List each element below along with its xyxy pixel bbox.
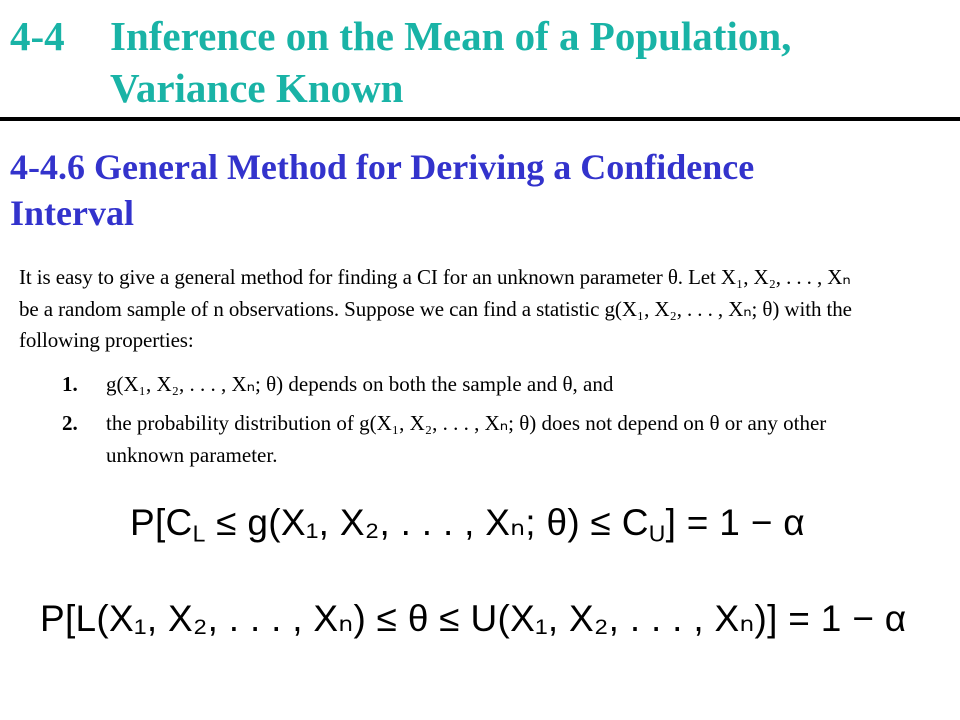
- property-item-1: [62, 369, 957, 401]
- section-heading-line-2: Interval: [10, 193, 134, 233]
- property-text: g(X₁, X₂, . . . , Xₙ; θ) depends on both the sample and θ, and: [106, 372, 614, 396]
- section-heading-line-1: 4-4.6 General Method for Deriving a Confidence: [10, 147, 755, 187]
- slide-title: [110, 10, 791, 114]
- slide-title-number: 4-4: [10, 13, 65, 59]
- intro-line-1: It is easy to give a general method for finding a CI for an unknown parameter θ. Let X₁, X₂, . . . , Xₙ: [19, 265, 851, 289]
- intro-paragraph: [19, 262, 957, 357]
- slide-title-line-1: Inference on the Mean of a Population,: [110, 13, 792, 59]
- title-divider: [0, 117, 960, 121]
- property-number: 2.: [62, 411, 78, 435]
- property-number: 1.: [62, 372, 78, 396]
- intro-line-3: following properties:: [19, 328, 194, 352]
- property-item-2: [62, 408, 957, 472]
- slide-title-line-2: Variance Known: [110, 65, 404, 111]
- section-heading: [10, 144, 950, 236]
- equation-pivot-probability: $P[C_L \le g(X_1$, X₂, . . . , Xₙ; $\theta) \le C_U] = 1 - \alpha$: [130, 502, 805, 547]
- intro-line-2: be a random sample of n observations. Suppose we can find a statistic g(X₁, X₂, . . . , Xₙ; θ) with the: [19, 296, 852, 321]
- equation-confidence-interval: P[L(X₁, X₂, . . . , Xₙ) ≤ θ ≤ U(X₁, X₂, . . . , Xₙ)] = 1 − α: [40, 598, 907, 639]
- property-text-continued: unknown parameter.: [106, 442, 278, 467]
- property-text: the probability distribution of g(X₁, X₂, . . . , Xₙ; θ) does not depend on θ or any other: [106, 411, 827, 435]
